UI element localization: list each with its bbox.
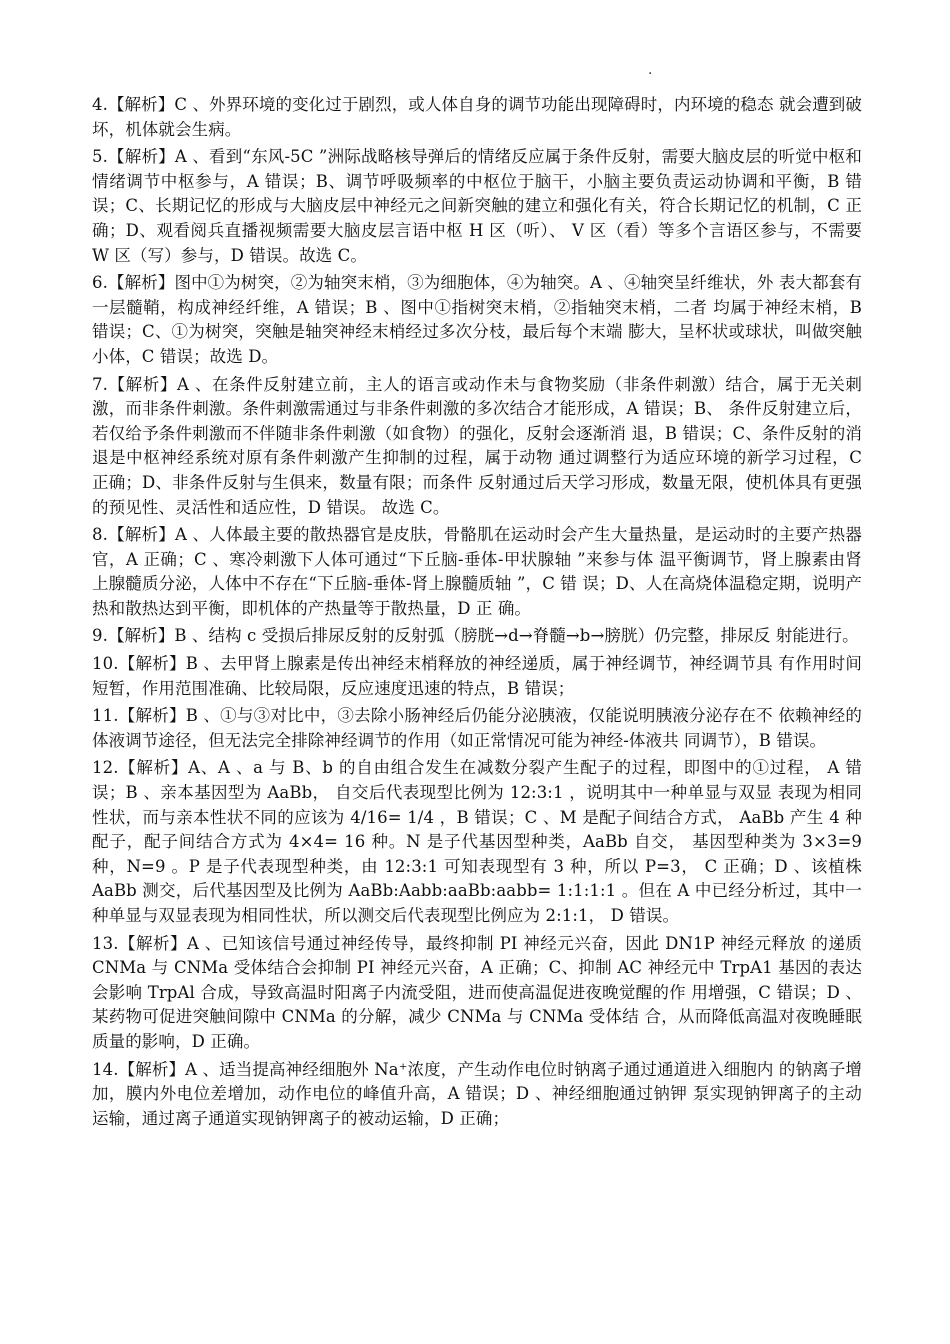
answer-item-6: 6.【解析】图中①为树突，②为轴突末梢，③为细胞体，④为轴突。A 、④轴突呈纤维状，外 表大都套有一层髓鞘，构成神经纤维，A 错误；B 、图中①指树突末梢，②指轴突末梢，二者 均属于神经末梢，B 错误；C、①为树突，突触是轴突神经末梢经过多次分枝，最后每个末端 膨大，呈杯状或球状，叫做突触小体，C 错误；故选 D。 [92, 273, 862, 366]
answer-list [92, 93, 862, 1134]
answer-item-10: 10.【解析】B 、去甲肾上腺素是传出神经末梢释放的神经递质，属于神经调节，神经调节具 有作用时间短暂，作用范围准确、比较局限，反应速度迅速的特点，B 错误； [92, 654, 862, 698]
answer-item-7: 7.【解析】A 、在条件反射建立前，主人的语言或动作未与食物奖励（非条件刺激）结合，属于无关刺激，而非条件刺激。条件刺激需通过与非条件刺激的多次结合才能形成，A 错误；B、 条件反射建立后，若仅给予条件刺激而不伴随非条件刺激（如食物）的强化，反射会逐渐消 退，B 错误；C、条件反射的消退是中枢神经系统对原有条件刺激产生抑制的过程，属于动物 通过调整行为适应环境的新学习过程，C 正确；D、非条件反射与生俱来，数量有限；而条件 反射通过后天学习形成，数量无限，使机体具有更强的预见性、灵活性和适应性，D 错误。 故选 C。 [92, 374, 862, 517]
answer-item-5: 5.【解析】A 、看到“东风-5C ”洲际战略核导弹后的情绪反应属于条件反射，需要大脑皮层的听觉中枢和情绪调节中枢参与，A 错误；B、调节呼吸频率的中枢位于脑干，小脑主要负责运动协调和平衡，B 错误；C、长期记忆的形成与大脑皮层中神经元之间新突触的建立和强化有关，符合长期记忆的机制，C 正确；D、观看阅兵直播视频需要大脑皮层言语中枢 H 区（听）、 V 区（看）等多个言语区参与，不需要 W 区（写）参与，D 错误。故选 C。 [92, 147, 862, 265]
answer-item-4: 4.【解析】C 、外界环境的变化过于剧烈，或人体自身的调节功能出现障碍时，内环境的稳态 就会遭到破坏，机体就会生病。 [92, 95, 862, 139]
header-dot: . [648, 62, 653, 78]
answer-item-14: 14.【解析】A 、适当提高神经细胞外 Na⁺浓度，产生动作电位时钠离子通过通道进入细胞内 的钠离子增加，膜内外电位差增加，动作电位的峰值升高，A 错误；D 、神经细胞通过钠钾 泵实现钠钾离子的主动运输，通过离子通道实现钠钾离子的被动运输，D 正确； [92, 1059, 862, 1128]
answer-item-9: 9.【解析】B 、结构 c 受损后排尿反射的反射弧（膀胱→d→脊髓→b→膀胱）仍完整，排尿反 射能进行。 [92, 626, 859, 646]
answer-item-11: 11.【解析】B 、①与③对比中，③去除小肠神经后仍能分泌胰液，仅能说明胰液分泌存在不 依赖神经的体液调节途径，但无法完全排除神经调节的作用（如正常情况可能为神经-体液共 同调节），B 错误。 [92, 706, 862, 750]
answer-item-12: 12.【解析】A、A 、a 与 B、b 的自由组合发生在减数分裂产生配子的过程，即图中的①过程， A 错误；B 、亲本基因型为 AaBb， 自交后代表现型比例为 12:3:1 ，说明其中一种单显与双显 表现为相同性状，而与亲本性状不同的应该为 4/16= 1/4 ，B 错误；C 、M 是配子间结合方式， AaBb 产生 4 种配子，配子间结合方式为 4×4= 16 种。N 是子代基因型种类，AaBb 自交， 基因型种类为 3×3=9 种，N=9 。P 是子代表现型种类，由 12:3:1 可知表现型有 3 种，所以 P=3， C 正确；D 、该植株 AaBb 测交，后代基因型及比例为 AaBb:Aabb:aaBb:aabb= 1:1:1:1 。但在 A 中已经分析过，其中一种单显与双显表现为相同性状，所以测交后代表现型比例应为 2:1:1， D 错误。 [92, 758, 862, 925]
answer-item-13: 13.【解析】A 、已知该信号通过神经传导，最终抑制 PI 神经元兴奋，因此 DN1P 神经元释放 的递质 CNMa 与 CNMa 受体结合会抑制 PI 神经元兴奋，A 正确；C、抑制 AC 神经元中 TrpA1 基因的表达会影响 TrpAl 合成，导致高温时阳离子内流受阻，进而使高温促进夜晚觉醒的作 用增强，C 错误；D 、某药物可促进突触间隙中 CNMa 的分解，减少 CNMa 与 CNMa 受体结 合，从而降低高温对夜晚睡眠质量的影响，D 正确。 [92, 933, 862, 1051]
answer-item-8: 8.【解析】A 、人体最主要的散热器官是皮肤，骨骼肌在运动时会产生大量热量，是运动时的主要产热器官，A 正确；C 、寒冷刺激下人体可通过“下丘脑-垂体-甲状腺轴 ”来参与体 温平衡调节，肾上腺素由肾上腺髓质分泌，人体中不存在“下丘脑-垂体-肾上腺髓质轴 ”，C 错 误；D、人在高烧体温稳定期，说明产热和散热达到平衡，即机体的产热量等于散热量，D 正 确。 [92, 525, 862, 618]
